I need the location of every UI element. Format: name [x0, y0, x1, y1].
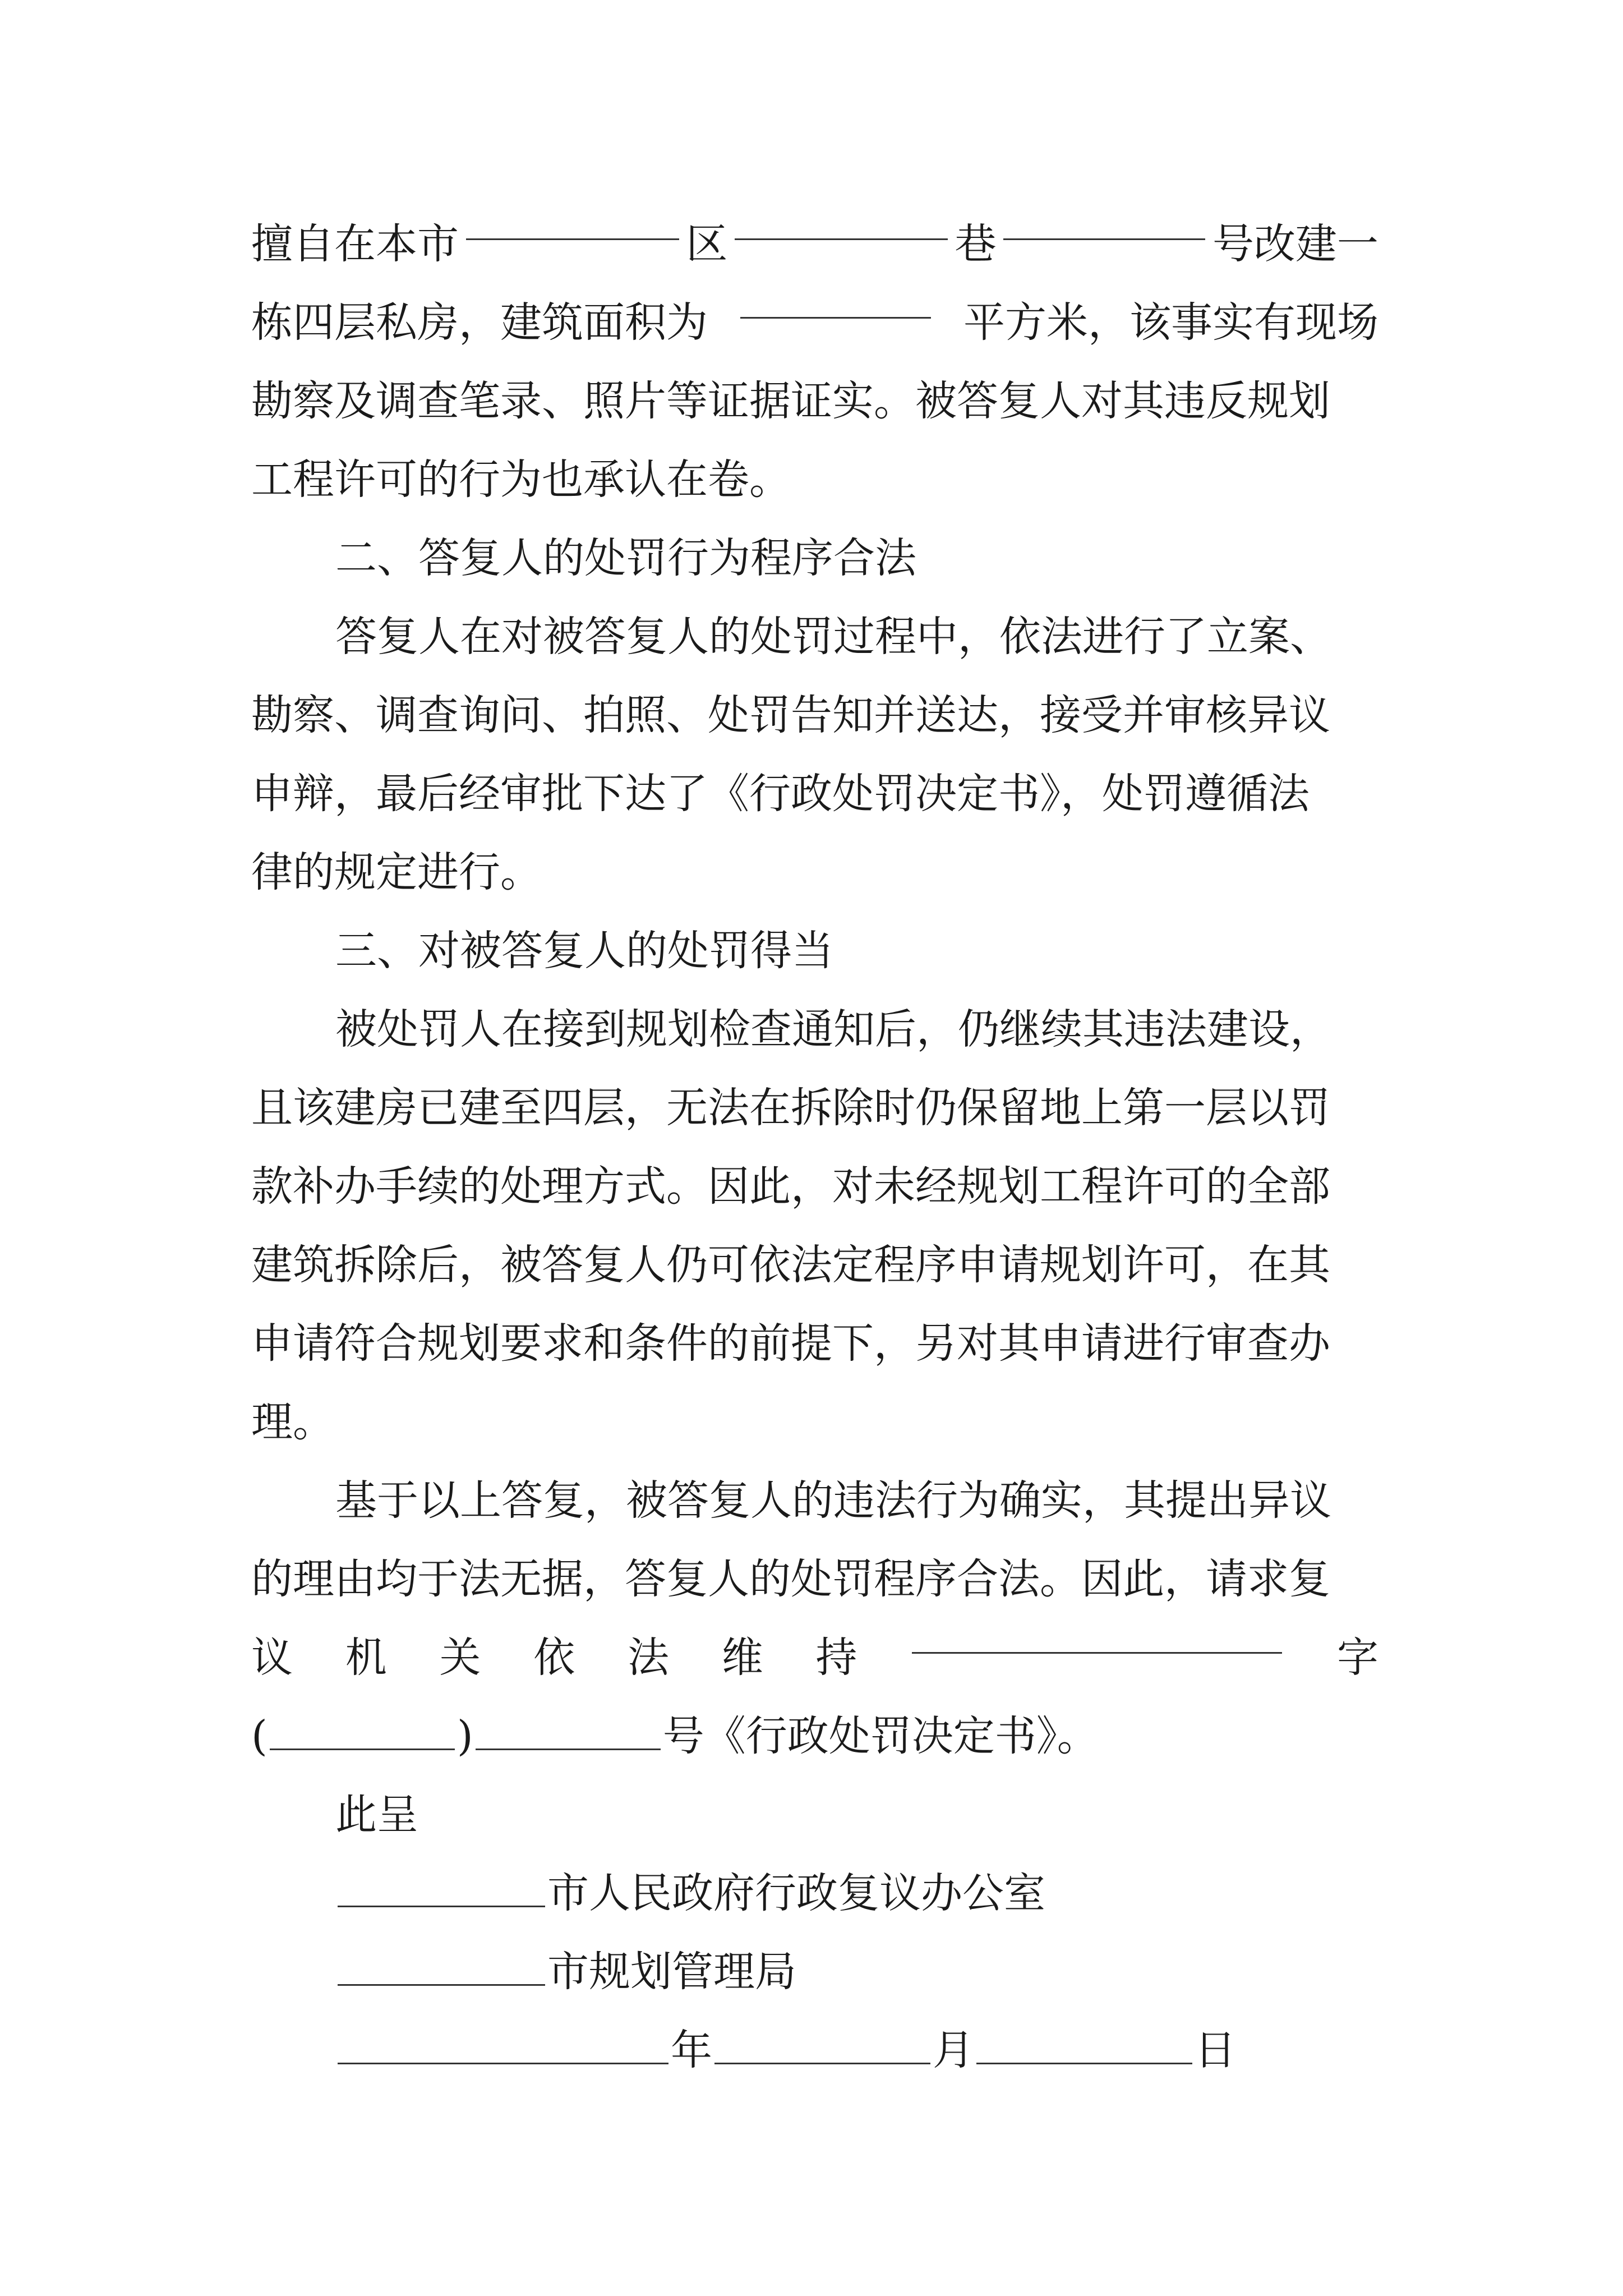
doc-number-blank [476, 1715, 661, 1750]
char: 维 [721, 1634, 763, 1682]
city-blank [338, 1950, 545, 1986]
text: ( [251, 1712, 268, 1760]
text: 号《行政处罚决定书》。 [662, 1712, 1099, 1760]
conclusion-line1: 基于以上答复，被答复人的违法行为确实，其提出异议 [335, 1476, 1331, 1525]
document-code-blank [912, 1618, 1282, 1654]
text: 擅自在本市 [251, 220, 459, 268]
year-label: 年 [671, 2026, 712, 2074]
conclusion-line2: 的理由均于法无据，答复人的处罚程序合法。因此，请求复 [251, 1555, 1330, 1603]
text: 号改建一 [1212, 220, 1378, 268]
char: 机 [345, 1634, 387, 1682]
year-blank [338, 2029, 668, 2064]
recipient-line [335, 1854, 1045, 1932]
section3-line: 理。 [251, 1398, 334, 1446]
section2-heading: 二、答复人的处罚行为程序合法 [335, 534, 916, 582]
char: 法 [628, 1634, 669, 1682]
para1-line4: 工程许可的行为也承认在卷。 [251, 455, 791, 504]
char: 依 [533, 1634, 575, 1682]
char: 议 [251, 1634, 293, 1682]
para1-line1 [251, 205, 1378, 283]
salutation: 此呈 [335, 1791, 418, 1839]
section2-line: 律的规定进行。 [251, 848, 542, 896]
month-label: 月 [933, 2026, 974, 2074]
area-blank [740, 283, 931, 319]
char: 持 [815, 1634, 857, 1682]
char: 关 [439, 1634, 481, 1682]
month-blank [714, 2029, 930, 2064]
para1-line3: 勘察及调查笔录、照片等证据证实。被答复人对其违反规划 [251, 377, 1330, 425]
char: 字 [1337, 1634, 1378, 1682]
date-line [335, 2011, 1236, 2090]
text: 区 [686, 220, 728, 268]
conclusion-line3 [251, 1618, 1378, 1697]
city-blank [338, 1872, 545, 1907]
day-blank [976, 2029, 1192, 2064]
section3-line: 申请符合规划要求和条件的前提下，另对其申请进行审查办 [251, 1319, 1330, 1368]
text: ) [457, 1712, 473, 1760]
para1-line2 [251, 283, 1378, 362]
text: 巷 [955, 220, 997, 268]
section2-line: 答复人在对被答复人的处罚过程中，依法进行了立案、 [335, 613, 1331, 661]
year-code-blank [270, 1715, 455, 1750]
day-label: 日 [1195, 2026, 1236, 2074]
section3-line: 且该建房已建至四层，无法在拆除时仍保留地上第一层以罚 [251, 1084, 1330, 1132]
section2-line: 申辩，最后经审批下达了《行政处罚决定书》，处罚遵循法 [251, 770, 1310, 818]
section3-heading: 三、对被答复人的处罚得当 [335, 927, 833, 975]
lane-blank [735, 205, 948, 240]
number-blank [1003, 205, 1205, 240]
conclusion-line4 [251, 1697, 1099, 1775]
section3-line: 被处罚人在接到规划检查通知后，仍继续其违法建设， [335, 1005, 1331, 1053]
text: 栋四层私房，建筑面积为 [251, 298, 708, 347]
recipient: 市人民政府行政复议办公室 [547, 1869, 1045, 1917]
district-blank [466, 205, 679, 240]
section3-line: 款补办手续的处理方式。因此，对未经规划工程许可的全部 [251, 1162, 1330, 1211]
text: 平方米，该事实有现场 [963, 298, 1378, 347]
section2-line: 勘察、调查询问、拍照、处罚告知并送达，接受并审核异议 [251, 691, 1330, 739]
section3-line: 建筑拆除后，被答复人仍可依法定程序申请规划许可，在其 [251, 1241, 1330, 1289]
sender: 市规划管理局 [547, 1948, 796, 1996]
sender-line [335, 1932, 796, 2011]
